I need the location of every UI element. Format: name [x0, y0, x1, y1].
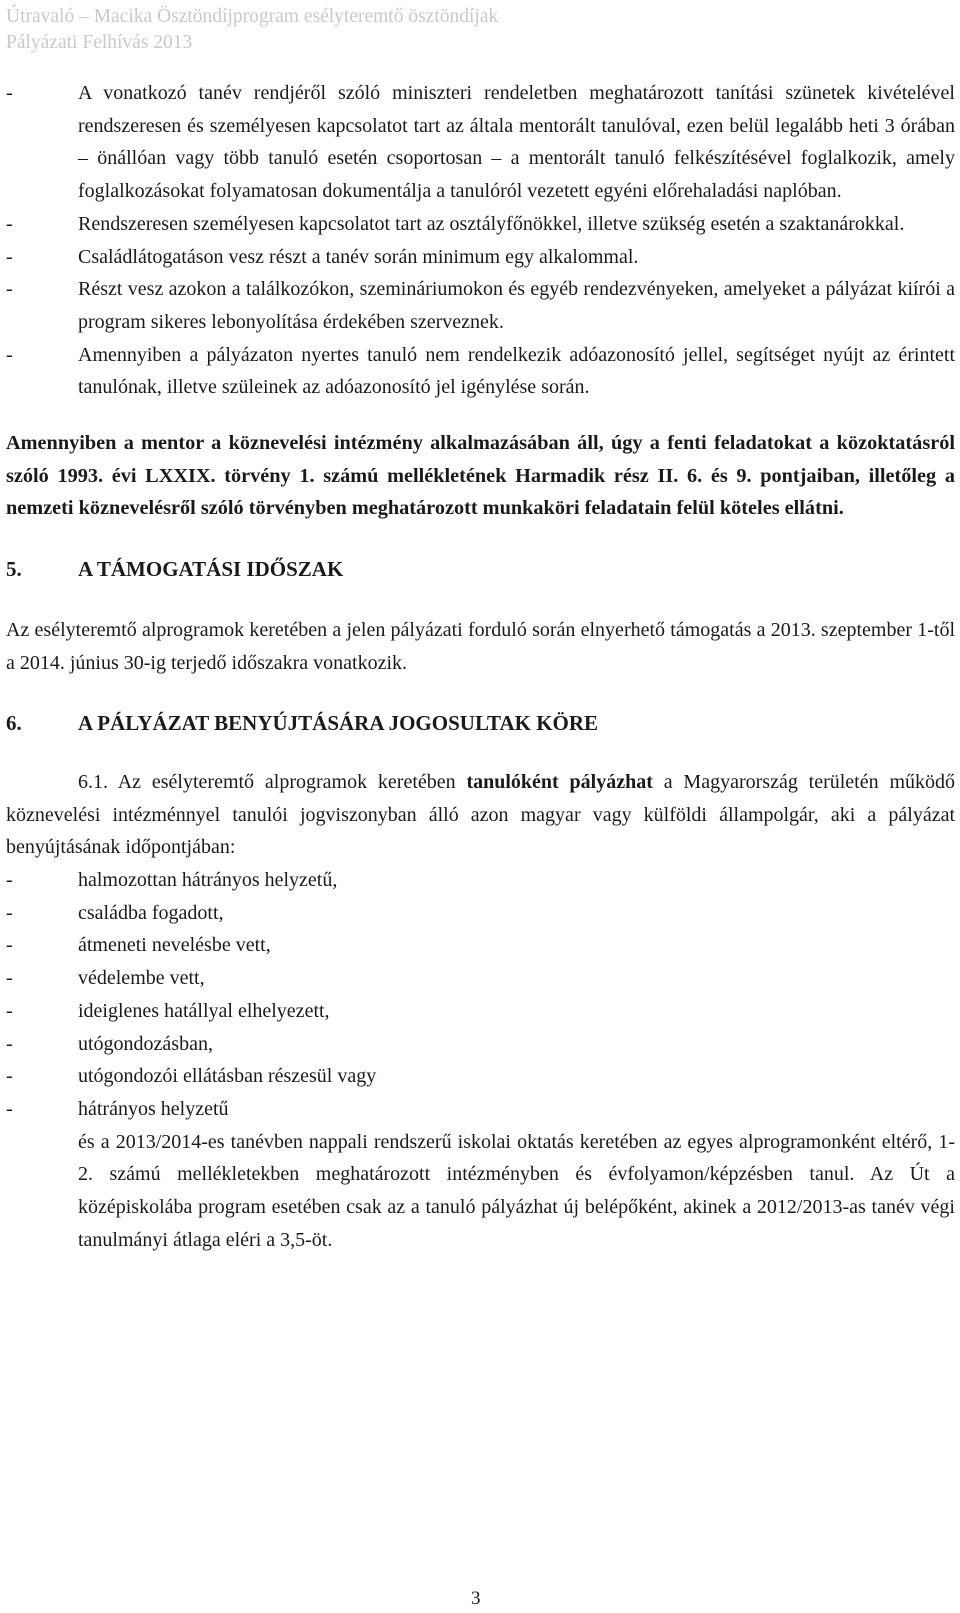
list-dash: -	[6, 82, 13, 104]
list-dash: -	[6, 212, 13, 235]
list-item-text: hátrányos helyzetű	[78, 1097, 229, 1120]
eligibility-conditions-list	[6, 864, 955, 1126]
intro-text-end: a Magyarország területén működő köznevelési intézménnyel tanulói jogviszonyban álló azon magyar vagy külföldi állampolgár, aki a pályázat benyújtásának időpontjában:	[6, 770, 955, 859]
list-dash: -	[6, 967, 13, 990]
list-dash: -	[6, 1032, 13, 1055]
list-dash: -	[6, 934, 13, 957]
list-item	[6, 208, 955, 241]
list-item	[6, 995, 955, 1028]
mentor-obligation-paragraph: Amennyiben a mentor a köznevelési intézmény alkalmazásában áll, úgy a fenti feladatokat a közoktatásról szóló 1993. évi LXXIX. törvény 1. számú mellékletének Harmadik rész II. 6. és 9. pontjaiban, illetőleg a nemzeti köznevelésről szóló törvényben meghatározott munkaköri feladatain felül köteles ellátni.	[6, 432, 955, 520]
section-title: A TÁMOGATÁSI IDŐSZAK	[78, 557, 344, 582]
header-call-title: Pályázati Felhívás 2013	[6, 32, 193, 53]
list-item	[6, 897, 955, 930]
list-dash: -	[6, 1065, 13, 1088]
list-item	[6, 1093, 955, 1126]
list-dash: -	[6, 1097, 13, 1120]
list-item-text: Családlátogatáson vesz részt a tanév során minimum egy alkalommal.	[78, 245, 639, 268]
list-item	[6, 1028, 955, 1061]
list-item	[6, 339, 955, 404]
intro-text-start: 6.1. Az esélyteremtő alprogramok keretében	[78, 770, 467, 793]
list-dash: -	[6, 869, 13, 892]
list-item	[6, 864, 955, 897]
list-item-text: utógondozói ellátásban részesül vagy	[78, 1065, 377, 1088]
list-dash: -	[6, 278, 13, 301]
list-item	[6, 273, 955, 338]
section-number: 5.	[6, 557, 22, 582]
eligibility-intro	[6, 766, 955, 864]
section-5-text: Az esélyteremtő alprogramok keretében a jelen pályázati forduló során elnyerhető támogatás a 2013. szeptember 1-től a 2014. június 30-ig terjedő időszakra vonatkozik.	[6, 618, 955, 674]
intro-text-bold: tanulóként pályázhat	[466, 770, 653, 793]
header-program-title: Útravaló – Macika Ösztöndíjprogram esélyteremtő ösztöndíjak	[6, 6, 499, 27]
section-6-heading	[6, 707, 955, 740]
list-item-text: ideiglenes hatállyal elhelyezett,	[78, 999, 330, 1022]
list-item	[6, 241, 955, 274]
list-dash: -	[6, 245, 13, 268]
list-item-text: családba fogadott,	[78, 901, 224, 924]
list-dash: -	[6, 999, 13, 1022]
list-dash: -	[6, 901, 13, 924]
section-5-heading	[6, 553, 955, 586]
list-item	[6, 929, 955, 962]
list-item-text: A vonatkozó tanév rendjéről szóló miniszteri rendeletben meghatározott tanítási szünetek kivételével rendszeresen és személyesen kapcsolatot tart az általa mentorált tanulóval, ezen belül legalább heti 3 órában – önállóan vagy több tanuló esetén csoportosan – a mentorált tanuló felkészítésével foglalkozik, amely foglalkozásokat folyamatosan dokumentálja a tanulóról vezetett egyéni előrehaladási naplóban.	[78, 82, 955, 203]
list-item-text: Amennyiben a pályázaton nyertes tanuló nem rendelkezik adóazonosító jellel, segítséget nyújt az érintett tanulónak, illetve szüleinek az adóazonosító jel igénylése során.	[78, 343, 955, 399]
list-item	[6, 1060, 955, 1093]
duties-list	[6, 77, 955, 404]
list-item-text: átmeneti nevelésbe vett,	[78, 934, 271, 957]
eligibility-closing-paragraph: és a 2013/2014-es tanévben nappali rendszerű iskolai oktatás keretében az egyes alprogramonként eltérő, 1-2. számú mellékletekben meghatározott intézményben és évfolyamon/képzésben tanul. Az Út a középiskolába program esetében csak az a tanuló pályázhat új belépőként, akinek a 2012/2013-as tanév végi tanulmányi átlaga eléri a 3,5-öt.	[78, 1130, 955, 1251]
running-header	[6, 4, 498, 56]
list-item-text: utógondozásban,	[78, 1032, 213, 1055]
section-number: 6.	[6, 711, 22, 736]
list-dash: -	[6, 343, 13, 366]
section-title: A PÁLYÁZAT BENYÚJTÁSÁRA JOGOSULTAK KÖRE	[78, 711, 599, 736]
list-item	[6, 77, 955, 208]
list-item-text: Részt vesz azokon a találkozókon, szemináriumokon és egyéb rendezvényeken, amelyeket a pályázat kiírói a program sikeres lebonyolítása érdekében szerveznek.	[78, 278, 955, 333]
page-number: 3	[471, 1588, 481, 1609]
list-item-text: védelembe vett,	[78, 967, 205, 990]
page-content	[6, 77, 955, 1257]
list-item-text: halmozottan hátrányos helyzetű,	[78, 869, 338, 892]
list-item	[6, 962, 955, 995]
section-6-1-paragraph	[6, 766, 955, 864]
list-item-text: Rendszeresen személyesen kapcsolatot tart az osztályfőnökkel, illetve szükség esetén a szaktanárokkal.	[78, 212, 905, 235]
